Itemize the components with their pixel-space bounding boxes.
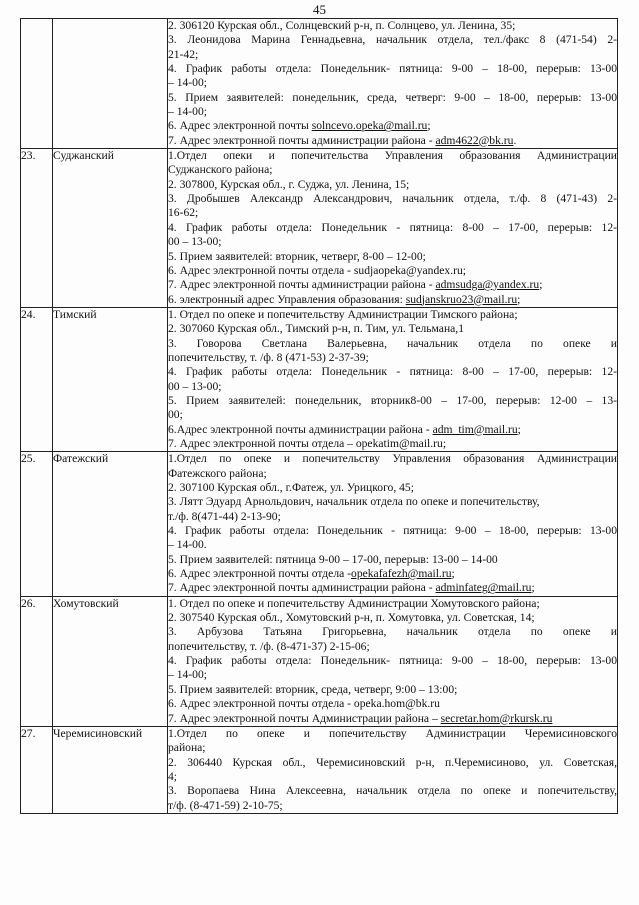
- detail-line: [168, 134, 617, 148]
- detail-text: 6. Адрес электронной почты: [168, 119, 312, 133]
- detail-text: 5. Прием заявителей: вторник, четверг, 8-00 – 12-00;: [168, 249, 426, 263]
- detail-text: 6. Адрес электронной почты отдела - sudjaopeka@yandex.ru;: [168, 263, 466, 277]
- detail-line: [168, 351, 617, 365]
- table-row: [21, 19, 618, 149]
- detail-line: [168, 452, 617, 466]
- detail-text: – 14-00.: [168, 538, 207, 552]
- detail-line: [168, 408, 617, 422]
- detail-text: Фатежского района;: [168, 466, 267, 480]
- detail-text: 16-62;: [168, 206, 199, 220]
- district-details: [168, 596, 618, 726]
- district-name: [53, 726, 168, 813]
- detail-line: [168, 221, 617, 235]
- detail-line: [168, 625, 617, 639]
- district-details: [168, 452, 618, 596]
- detail-line: [168, 264, 617, 278]
- detail-line: [168, 365, 617, 379]
- detail-text: 2. 307100 Курская обл., г.Фатеж, ул. Урицкого, 45;: [168, 481, 414, 494]
- detail-line: [168, 178, 617, 192]
- detail-text: 00;: [168, 408, 183, 422]
- detail-text: 4. График работы отдела: Понедельник- пятница: 9-00 – 18-00, перерыв: 13-00: [168, 62, 617, 76]
- detail-text: попечительству, т. /ф. 8 (471-53) 2-37-39;: [168, 350, 369, 364]
- detail-line: [168, 597, 617, 611]
- detail-line: [168, 206, 617, 220]
- detail-line: [168, 538, 617, 552]
- row-number: [21, 726, 53, 813]
- detail-text: 7. Адрес электронной почты отдела – opekatim@mail.ru;: [168, 436, 447, 450]
- table-row: [21, 307, 618, 451]
- detail-line: [168, 756, 617, 770]
- detail-line: [168, 467, 617, 481]
- email-link[interactable]: admsudga@yandex.ru: [435, 278, 540, 292]
- detail-line: [168, 380, 617, 394]
- row-number: [21, 452, 53, 596]
- detail-line: [168, 105, 617, 119]
- email-link[interactable]: opekafafezh@mail.ru: [351, 567, 452, 581]
- detail-line: [168, 553, 617, 567]
- table-row: [21, 596, 618, 726]
- detail-line: [168, 524, 617, 538]
- detail-text: 2. 306120 Курская обл., Солнцевский р-н, п. Солнцево, ул. Ленина, 35;: [168, 19, 516, 32]
- email-link[interactable]: secretar.hom@rkursk.ru: [440, 711, 553, 725]
- detail-text: 1.Отдел по опеке и попечительству Управления образования Администрации: [168, 452, 617, 466]
- detail-line: [168, 581, 617, 595]
- row-number-text: 26.: [21, 596, 36, 610]
- detail-line: [168, 322, 617, 336]
- detail-line: [168, 278, 617, 292]
- detail-text: 3. Лятт Эдуард Арнольдович, начальник отдела по опеке и попечительству,: [168, 495, 540, 509]
- detail-punct: ;: [427, 119, 431, 133]
- detail-text: 7. Адрес электронной почты администрации района -: [168, 133, 436, 147]
- detail-text: попечительству, т. /ф. (8-471-37) 2-15-06;: [168, 639, 370, 653]
- district-name: [53, 307, 168, 451]
- detail-text: 7. Адрес электронной почты администрации района -: [168, 581, 436, 595]
- detail-line: [168, 119, 617, 133]
- detail-text: 7. Адрес электронной почты Администрации района –: [168, 711, 441, 725]
- detail-text: 5. Прием заявителей: вторник, среда, четверг, 9:00 – 13:00;: [168, 682, 458, 696]
- district-name-text: Черемисиновский: [53, 726, 143, 740]
- district-details: [168, 19, 618, 149]
- detail-text: – 14-00;: [168, 668, 207, 682]
- row-number: [21, 19, 53, 149]
- detail-line: [168, 510, 617, 524]
- detail-text: 6. Адрес электронной почты отдела -: [168, 567, 352, 581]
- detail-line: [168, 149, 617, 163]
- table-body: [21, 19, 618, 814]
- detail-text: 3. Дробышев Александр Александрович, начальник отдела, т./ф. 8 (471-43) 2-: [168, 192, 617, 206]
- row-number-text: 27.: [21, 726, 36, 740]
- detail-line: [168, 337, 617, 351]
- district-name: [53, 19, 168, 149]
- detail-line: [168, 91, 617, 105]
- detail-text: – 14-00;: [168, 105, 207, 119]
- district-name-text: Суджанский: [53, 149, 114, 163]
- row-number-text: 25.: [21, 452, 36, 466]
- detail-line: [168, 19, 617, 33]
- detail-text: 00 – 13-00;: [168, 379, 222, 393]
- detail-text: 2. 307540 Курская обл., Хомутовский р-н, п. Хомутовка, ул. Советская, 14;: [168, 611, 535, 625]
- detail-line: [168, 712, 617, 726]
- district-name-text: Хомутовский: [53, 596, 119, 610]
- detail-line: [168, 62, 617, 76]
- detail-line: [168, 727, 617, 741]
- detail-punct: ;: [451, 567, 455, 581]
- detail-text: Суджанского района;: [168, 163, 273, 177]
- detail-line: [168, 308, 617, 322]
- detail-text: 3. Леонидова Марина Геннадьевна, начальник отдела, тел./факс 8 (471-54) 2-: [168, 33, 617, 47]
- detail-line: [168, 668, 617, 682]
- detail-line: [168, 250, 617, 264]
- detail-text: 1.Отдел по опеке и попечительству Администрации Черемисиновского: [168, 726, 617, 740]
- district-details: [168, 149, 618, 308]
- detail-line: [168, 654, 617, 668]
- detail-text: 2. 307800, Курская обл., г. Суджа, ул. Ленина, 15;: [168, 177, 410, 191]
- detail-line: [168, 799, 617, 813]
- table-row: [21, 726, 618, 813]
- district-name: [53, 596, 168, 726]
- district-name: [53, 452, 168, 596]
- detail-text: 4. График работы отдела: Понедельник - пятница: 8-00 – 17-00, перерыв: 12-: [168, 365, 617, 379]
- detail-line: [168, 423, 617, 437]
- detail-text: 2. 306440 Курская обл., Черемисиновский р-н, п.Черемисиново, ул. Советская,: [168, 755, 617, 769]
- detail-line: [168, 235, 617, 249]
- table-row: [21, 149, 618, 308]
- detail-line: [168, 33, 617, 47]
- detail-text: 1.Отдел опеки и попечительства Управления образования Администрации: [168, 149, 617, 163]
- detail-text: 6. Адрес электронной почты отдела - opeka.hom@bk.ru: [168, 697, 440, 711]
- detail-line: [168, 697, 617, 711]
- detail-text: 5. Прием заявителей: пятница 9-00 – 17-00, перерыв: 13-00 – 14-00: [168, 552, 498, 566]
- email-link[interactable]: adm4622@bk.ru: [435, 133, 514, 147]
- detail-line: [168, 192, 617, 206]
- detail-text: 6.Адрес электронной почты администрации района -: [168, 422, 433, 436]
- detail-line: [168, 495, 617, 509]
- detail-text: района;: [168, 741, 206, 755]
- detail-line: [168, 48, 617, 62]
- detail-text: 3. Арбузова Татьяна Григорьевна, начальник отдела по опеке и: [168, 625, 617, 639]
- detail-punct: ;: [531, 581, 535, 595]
- district-name: [53, 149, 168, 308]
- page-number: 45: [313, 2, 326, 17]
- detail-text: 2. 307060 Курская обл., Тимский р-н, п. Тим, ул. Тельмана,1: [168, 322, 464, 336]
- detail-line: [168, 683, 617, 697]
- detail-text: 1. Отдел по опеке и попечительству Администрации Тимского района;: [168, 307, 518, 321]
- detail-text: т./ф. 8(471-44) 2-13-90;: [168, 509, 281, 523]
- detail-text: 3. Говорова Светлана Валерьевна, начальник отдела по опеке и: [168, 336, 617, 350]
- detail-text: 3. Воропаева Нина Алексеевна, начальник отдела по опеке и попечительству,: [168, 784, 617, 798]
- row-number-text: 24.: [21, 307, 36, 321]
- email-link[interactable]: sudjanskruo23@mail.ru: [405, 292, 518, 306]
- row-number: [21, 307, 53, 451]
- row-number: [21, 596, 53, 726]
- detail-line: [168, 293, 617, 307]
- detail-punct: ;: [517, 292, 521, 306]
- detail-text: 4. График работы отдела: Понедельник - пятница: 8-00 – 17-00, перерыв: 12-: [168, 220, 617, 234]
- detail-line: [168, 784, 617, 798]
- email-link[interactable]: solncevo.opeka@mail.ru: [311, 119, 428, 133]
- detail-line: [168, 76, 617, 90]
- detail-text: т/ф. (8-471-59) 2-10-75;: [168, 798, 283, 812]
- detail-text: 1. Отдел по опеке и попечительству Администрации Хомутовского района;: [168, 596, 540, 610]
- detail-line: [168, 437, 617, 451]
- detail-line: [168, 770, 617, 784]
- email-link[interactable]: adm_tim@mail.ru: [432, 422, 518, 436]
- detail-text: 7. Адрес электронной почты администрации района -: [168, 278, 436, 292]
- detail-text: 00 – 13-00;: [168, 235, 222, 249]
- detail-line: [168, 163, 617, 177]
- detail-text: – 14-00;: [168, 76, 207, 90]
- detail-line: [168, 741, 617, 755]
- district-details: [168, 307, 618, 451]
- email-link[interactable]: adminfateg@mail.ru: [435, 581, 532, 595]
- row-number: [21, 149, 53, 308]
- district-name-text: Тимский: [53, 307, 97, 321]
- detail-text: 4;: [168, 769, 178, 783]
- row-number-text: 23.: [21, 149, 36, 163]
- detail-line: [168, 394, 617, 408]
- detail-punct: ;: [517, 422, 521, 436]
- table-row: [21, 452, 618, 596]
- detail-text: 4. График работы отдела: Понедельник- пятница: 9-00 – 18-00, перерыв: 13-00: [168, 654, 617, 668]
- detail-text: 5. Прием заявителей: понедельник, вторник8-00 – 17-00, перерыв: 12-00 – 13-: [168, 393, 617, 407]
- detail-punct: ;: [539, 278, 543, 292]
- detail-line: [168, 611, 617, 625]
- detail-text: 4. График работы отдела: Понедельник - пятница: 9-00 – 18-00, перерыв: 13-00: [168, 524, 617, 538]
- detail-text: 21-42;: [168, 47, 199, 61]
- district-name-text: Фатежский: [53, 452, 109, 466]
- detail-punct: .: [513, 133, 517, 147]
- detail-line: [168, 481, 617, 495]
- detail-line: [168, 640, 617, 654]
- detail-line: [168, 567, 617, 581]
- detail-text: 5. Прием заявителей: понедельник, среда, четверг: 9-00 – 18-00, перерыв: 13-00: [168, 90, 617, 104]
- district-contacts-table: [20, 18, 618, 814]
- district-details: [168, 726, 618, 813]
- detail-text: 6. электронный адрес Управления образования:: [168, 292, 406, 306]
